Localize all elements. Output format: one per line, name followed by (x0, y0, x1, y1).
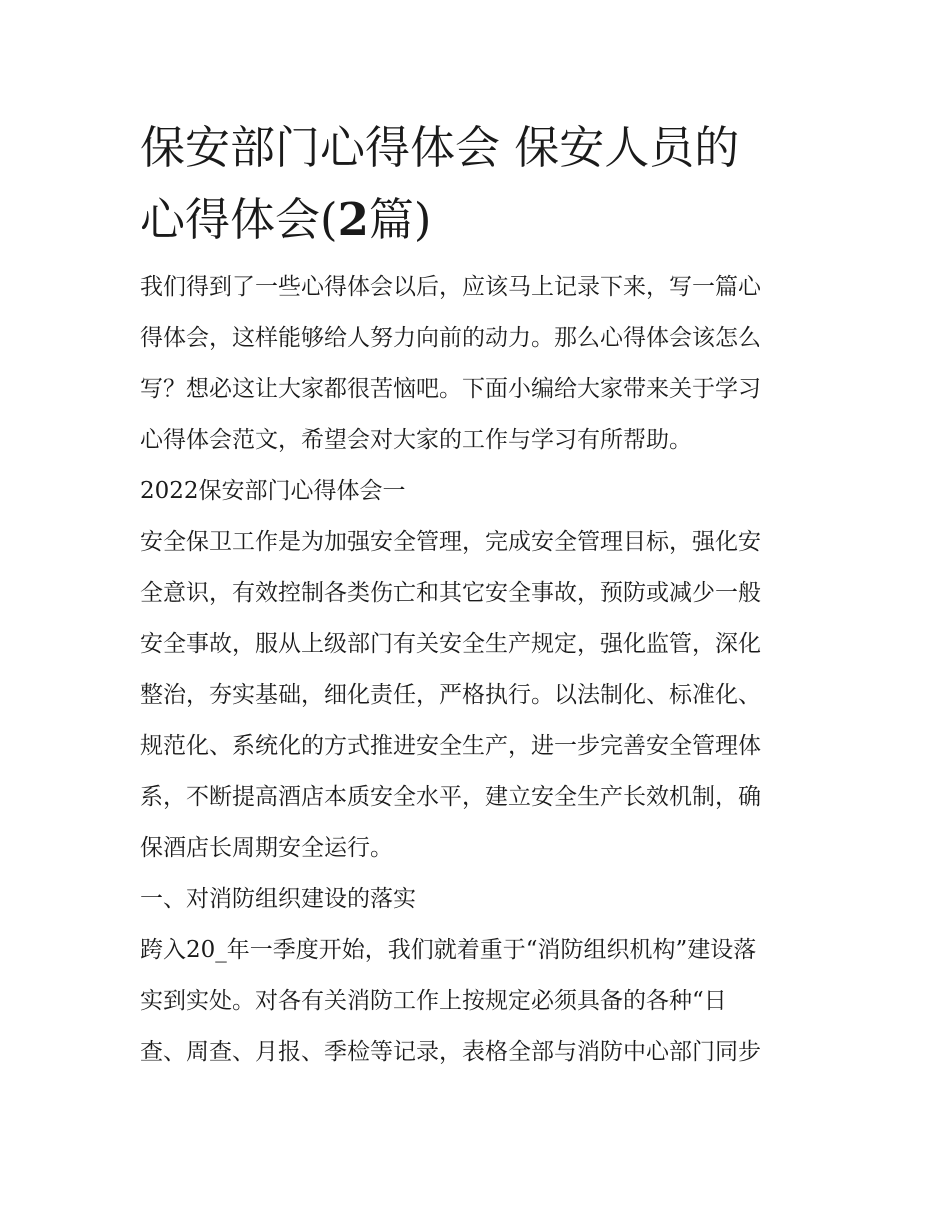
text-line: 全意识，有效控制各类伤亡和其它安全事故，预防或减少一般 (140, 580, 761, 606)
text-line: 实到实处。对各有关消防工作上按规定必须具备的各种“日 (140, 988, 727, 1014)
text-line: 写？想必这让大家都很苦恼吧。下面小编给大家带来关于学习 (140, 376, 761, 402)
text-line: 安全事故，服从上级部门有关安全生产规定，强化监管，深化 (140, 631, 761, 657)
text-line: 心得体会范文，希望会对大家的工作与学习有所帮助。 (140, 427, 692, 453)
title-line-1: 保安部门心得体会 保安人员的 (140, 121, 740, 174)
text-line: 规范化、系统化的方式推进安全生产，进一步完善安全管理体 (140, 733, 761, 759)
title-line-2-number: 2 (337, 193, 369, 246)
document-content (140, 112, 812, 1078)
text-line: 查、周查、月报、季检等记录，表格全部与消防中心部门同步 (140, 1039, 761, 1065)
section-heading (140, 466, 812, 517)
title-line-2 (140, 184, 812, 256)
text-line: 2022保安部门心得体会一 (140, 478, 406, 504)
text-line: 保酒店长周期安全运行。 (140, 835, 393, 861)
text-line: 跨入20_年一季度开始，我们就着重于“消防组织机构”建设落 (140, 937, 757, 963)
text-line: 我们得到了一些心得体会以后，应该马上记录下来，写一篇心 (140, 274, 761, 300)
document-title (140, 112, 812, 256)
body-paragraph (140, 517, 812, 874)
title-line-2-suffix: 篇) (368, 193, 432, 246)
text-line: 一、对消防组织建设的落实 (140, 886, 416, 912)
text-line: 整治，夯实基础，细化责任，严格执行。以法制化、标准化、 (140, 682, 761, 708)
document-body (140, 262, 812, 1078)
intro-paragraph (140, 262, 812, 466)
body-paragraph (140, 925, 812, 1078)
text-line: 得体会，这样能够给人努力向前的动力。那么心得体会该怎么 (140, 325, 761, 351)
text-line: 系，不断提高酒店本质安全水平，建立安全生产长效机制，确 (140, 784, 761, 810)
text-line: 安全保卫工作是为加强安全管理，完成安全管理目标，强化安 (140, 529, 761, 555)
title-line-2-prefix: 心得体会( (140, 193, 338, 246)
subsection-heading (140, 874, 812, 925)
